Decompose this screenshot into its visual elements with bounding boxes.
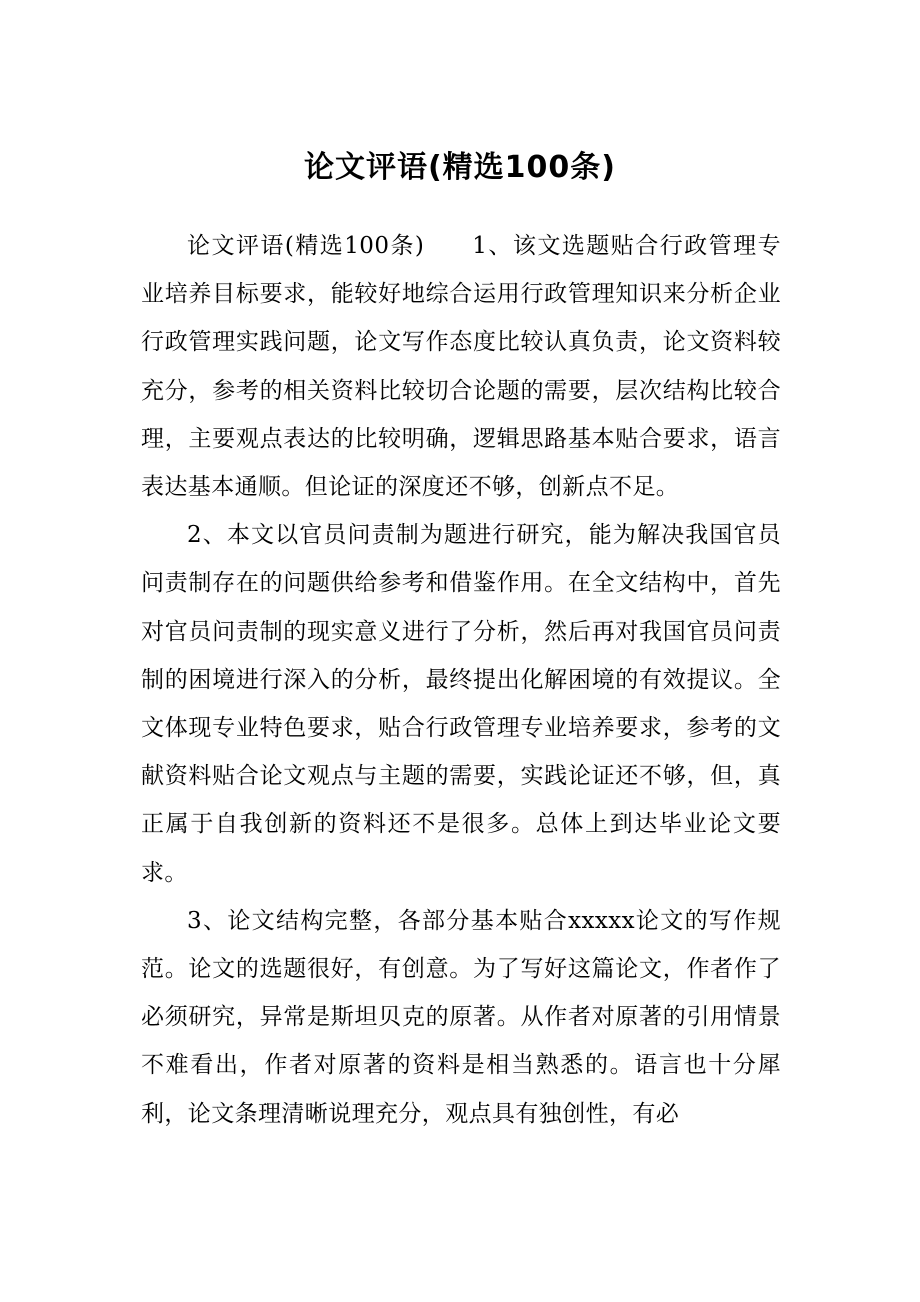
paragraph-2: 2、本文以官员问责制为题进行研究，能为解决我国官员问责制存在的问题供给参考和借鉴作用。在全文结构中，首先对官员问责制的现实意义进行了分析，然后再对我国官员问责制的困境进行深入的分析，最终提出化解困境的有效提议。全文体现专业特色要求，贴合行政管理专业培养要求，参考的文献资料贴合论文观点与主题的需要，实践论证还不够，但，真正属于自我创新的资料还不是很多。总体上到达毕业论文要求。 bbox=[141, 522, 781, 886]
paragraph-3: 3、论文结构完整，各部分基本贴合xxxxx论文的写作规范。论文的选题很好，有创意。为了写好这篇论文，作者作了必须研究，异常是斯坦贝克的原著。从作者对原著的引用情景不难看出，作者对原著的资料是相当熟悉的。语言也十分犀利，论文条理清晰说理充分，观点具有独创性，有必 bbox=[141, 907, 781, 1127]
paragraph-1 bbox=[141, 222, 781, 511]
document-body bbox=[141, 222, 781, 1138]
paragraph-1-text: 1、该文选题贴合行政管理专业培养目标要求，能较好地综合运用行政管理知识来分析企业行政管理实践问题，论文写作态度比较认真负责，论文资料较充分，参考的相关资料比较切合论题的需要，层次结构比较合理，主要观点表达的比较明确，逻辑思路基本贴合要求，语言表达基本通顺。但论证的深度还不够，创新点不足。 bbox=[141, 233, 781, 501]
document-title: 论文评语(精选100条) bbox=[303, 150, 617, 185]
paragraph-1-lead: 论文评语(精选100条) bbox=[187, 233, 425, 259]
